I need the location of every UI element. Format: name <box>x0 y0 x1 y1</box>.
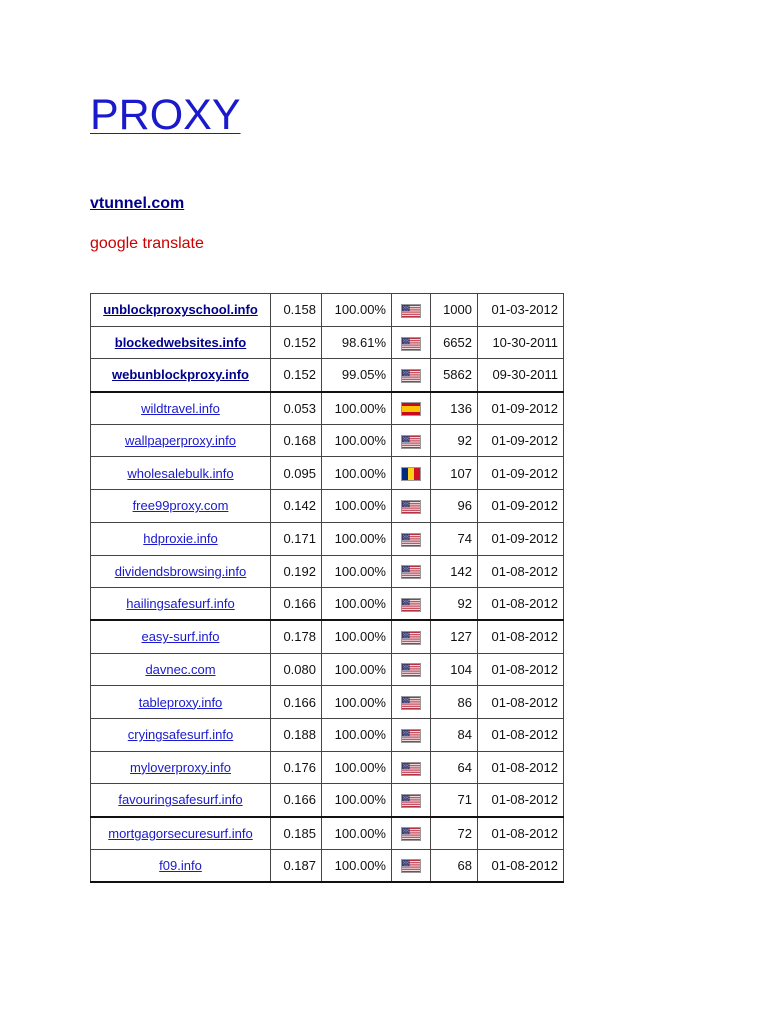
site-link[interactable]: hailingsafesurf.info <box>126 596 235 612</box>
table-row <box>91 849 564 882</box>
us-flag-icon <box>402 370 420 382</box>
speed-cell: 0.188 <box>271 718 322 751</box>
site-link[interactable]: webunblockproxy.info <box>112 367 249 383</box>
hits-cell: 84 <box>431 718 478 751</box>
uptime-cell: 100.00% <box>322 294 392 327</box>
date-cell: 01-08-2012 <box>478 784 564 817</box>
date-cell: 01-08-2012 <box>478 555 564 588</box>
flag-cell <box>392 294 431 327</box>
hits-cell: 136 <box>431 392 478 425</box>
site-cell <box>91 718 271 751</box>
date-cell: 10-30-2011 <box>478 326 564 359</box>
us-flag-icon <box>402 860 420 872</box>
date-cell: 01-09-2012 <box>478 424 564 457</box>
table-row <box>91 718 564 751</box>
site-cell <box>91 326 271 359</box>
flag-cell <box>392 457 431 490</box>
proxy-table-body <box>91 294 564 882</box>
table-row <box>91 490 564 523</box>
flag-cell <box>392 620 431 653</box>
speed-cell: 0.166 <box>271 784 322 817</box>
speed-cell: 0.178 <box>271 620 322 653</box>
uptime-cell: 100.00% <box>322 817 392 850</box>
speed-cell: 0.095 <box>271 457 322 490</box>
speed-cell: 0.152 <box>271 326 322 359</box>
date-cell: 01-08-2012 <box>478 751 564 784</box>
site-cell <box>91 392 271 425</box>
site-cell <box>91 522 271 555</box>
site-cell <box>91 555 271 588</box>
date-cell: 01-09-2012 <box>478 457 564 490</box>
flag-cell <box>392 424 431 457</box>
uptime-cell: 100.00% <box>322 653 392 686</box>
speed-cell: 0.168 <box>271 424 322 457</box>
us-flag-icon <box>402 730 420 742</box>
uptime-cell: 100.00% <box>322 588 392 621</box>
uptime-cell: 98.61% <box>322 326 392 359</box>
hits-cell: 68 <box>431 849 478 882</box>
table-row <box>91 359 564 392</box>
us-flag-icon <box>402 599 420 611</box>
date-cell: 01-08-2012 <box>478 686 564 719</box>
uptime-cell: 100.00% <box>322 490 392 523</box>
uptime-cell: 100.00% <box>322 686 392 719</box>
table-row <box>91 653 564 686</box>
site-link[interactable]: wildtravel.info <box>141 400 220 416</box>
site-link[interactable]: mortgagorsecuresurf.info <box>108 825 253 841</box>
us-flag-icon <box>402 436 420 448</box>
table-row <box>91 457 564 490</box>
date-cell: 01-09-2012 <box>478 522 564 555</box>
site-link[interactable]: blockedwebsites.info <box>114 335 247 351</box>
flag-cell <box>392 686 431 719</box>
google-translate-text: google translate <box>90 235 204 252</box>
speed-cell: 0.187 <box>271 849 322 882</box>
uptime-cell: 100.00% <box>322 457 392 490</box>
site-cell <box>91 359 271 392</box>
site-cell <box>91 588 271 621</box>
site-link[interactable]: cryingsafesurf.info <box>127 727 234 743</box>
us-flag-icon <box>402 664 420 676</box>
speed-cell: 0.171 <box>271 522 322 555</box>
es-flag-icon <box>402 403 420 415</box>
date-cell: 01-08-2012 <box>478 817 564 850</box>
date-cell: 01-08-2012 <box>478 588 564 621</box>
hits-cell: 92 <box>431 424 478 457</box>
flag-cell <box>392 784 431 817</box>
hits-cell: 127 <box>431 620 478 653</box>
hits-cell: 96 <box>431 490 478 523</box>
hits-cell: 142 <box>431 555 478 588</box>
hits-cell: 86 <box>431 686 478 719</box>
table-row <box>91 588 564 621</box>
flag-cell <box>392 392 431 425</box>
site-cell <box>91 751 271 784</box>
speed-cell: 0.053 <box>271 392 322 425</box>
uptime-cell: 100.00% <box>322 424 392 457</box>
flag-cell <box>392 849 431 882</box>
date-cell: 09-30-2011 <box>478 359 564 392</box>
flag-cell <box>392 359 431 392</box>
hits-cell: 1000 <box>431 294 478 327</box>
flag-cell <box>392 751 431 784</box>
date-cell: 01-08-2012 <box>478 620 564 653</box>
date-cell: 01-03-2012 <box>478 294 564 327</box>
hits-cell: 64 <box>431 751 478 784</box>
date-cell: 01-08-2012 <box>478 718 564 751</box>
flag-cell <box>392 588 431 621</box>
uptime-cell: 100.00% <box>322 849 392 882</box>
uptime-cell: 100.00% <box>322 784 392 817</box>
site-cell <box>91 686 271 719</box>
uptime-cell: 100.00% <box>322 718 392 751</box>
speed-cell: 0.152 <box>271 359 322 392</box>
site-link[interactable]: wholesalebulk.info <box>127 465 234 481</box>
site-link[interactable]: dividendsbrowsing.info <box>114 563 247 579</box>
us-flag-icon <box>402 566 420 578</box>
flag-cell <box>392 522 431 555</box>
site-link[interactable]: favouringsafesurf.info <box>118 792 243 808</box>
date-cell: 01-08-2012 <box>478 849 564 882</box>
site-cell <box>91 620 271 653</box>
table-row <box>91 784 564 817</box>
flag-cell <box>392 718 431 751</box>
site-link[interactable]: f09.info <box>159 857 202 873</box>
date-cell: 01-09-2012 <box>478 490 564 523</box>
uptime-cell: 100.00% <box>322 522 392 555</box>
table-row <box>91 555 564 588</box>
site-cell <box>91 457 271 490</box>
table-row <box>91 424 564 457</box>
site-link[interactable]: davnec.com <box>145 661 216 677</box>
site-cell <box>91 653 271 686</box>
table-row <box>91 817 564 850</box>
table-row <box>91 326 564 359</box>
table-row <box>91 522 564 555</box>
hits-cell: 6652 <box>431 326 478 359</box>
hits-cell: 92 <box>431 588 478 621</box>
hits-cell: 74 <box>431 522 478 555</box>
flag-cell <box>392 326 431 359</box>
site-cell <box>91 294 271 327</box>
speed-cell: 0.166 <box>271 588 322 621</box>
site-link[interactable]: easy-surf.info <box>141 629 220 645</box>
date-cell: 01-09-2012 <box>478 392 564 425</box>
site-link[interactable]: tableproxy.info <box>138 694 223 710</box>
site-link[interactable]: myloverproxy.info <box>130 759 231 775</box>
us-flag-icon <box>402 795 420 807</box>
proxy-table <box>90 293 564 883</box>
flag-cell <box>392 817 431 850</box>
table-row <box>91 686 564 719</box>
site-link[interactable]: hdproxie.info <box>143 531 218 547</box>
us-flag-icon <box>402 697 420 709</box>
uptime-cell: 99.05% <box>322 359 392 392</box>
site-cell <box>91 784 271 817</box>
site-link[interactable]: unblockproxyschool.info <box>103 302 258 318</box>
table-row <box>91 392 564 425</box>
table-row <box>91 751 564 784</box>
uptime-cell: 100.00% <box>322 555 392 588</box>
flag-cell <box>392 490 431 523</box>
hits-cell: 72 <box>431 817 478 850</box>
uptime-cell: 100.00% <box>322 751 392 784</box>
site-cell <box>91 490 271 523</box>
speed-cell: 0.080 <box>271 653 322 686</box>
site-link[interactable]: wallpaperproxy.info <box>124 433 237 449</box>
speed-cell: 0.158 <box>271 294 322 327</box>
us-flag-icon <box>402 632 420 644</box>
speed-cell: 0.176 <box>271 751 322 784</box>
speed-cell: 0.192 <box>271 555 322 588</box>
site-cell <box>91 849 271 882</box>
uptime-cell: 100.00% <box>322 620 392 653</box>
uptime-cell: 100.00% <box>322 392 392 425</box>
hits-cell: 104 <box>431 653 478 686</box>
speed-cell: 0.166 <box>271 686 322 719</box>
us-flag-icon <box>402 305 420 317</box>
flag-cell <box>392 555 431 588</box>
us-flag-icon <box>402 534 420 546</box>
date-cell: 01-08-2012 <box>478 653 564 686</box>
us-flag-icon <box>402 828 420 840</box>
hits-cell: 71 <box>431 784 478 817</box>
page-title-link[interactable]: PROXY <box>90 91 241 139</box>
us-flag-icon <box>402 338 420 350</box>
us-flag-icon <box>402 763 420 775</box>
site-link[interactable]: free99proxy.com <box>132 498 229 514</box>
site-cell <box>91 424 271 457</box>
table-row <box>91 620 564 653</box>
speed-cell: 0.185 <box>271 817 322 850</box>
hits-cell: 5862 <box>431 359 478 392</box>
us-flag-icon <box>402 501 420 513</box>
speed-cell: 0.142 <box>271 490 322 523</box>
ro-flag-icon <box>402 468 420 480</box>
hits-cell: 107 <box>431 457 478 490</box>
table-row <box>91 294 564 327</box>
site-cell <box>91 817 271 850</box>
vtunnel-link[interactable]: vtunnel.com <box>90 195 185 212</box>
flag-cell <box>392 653 431 686</box>
